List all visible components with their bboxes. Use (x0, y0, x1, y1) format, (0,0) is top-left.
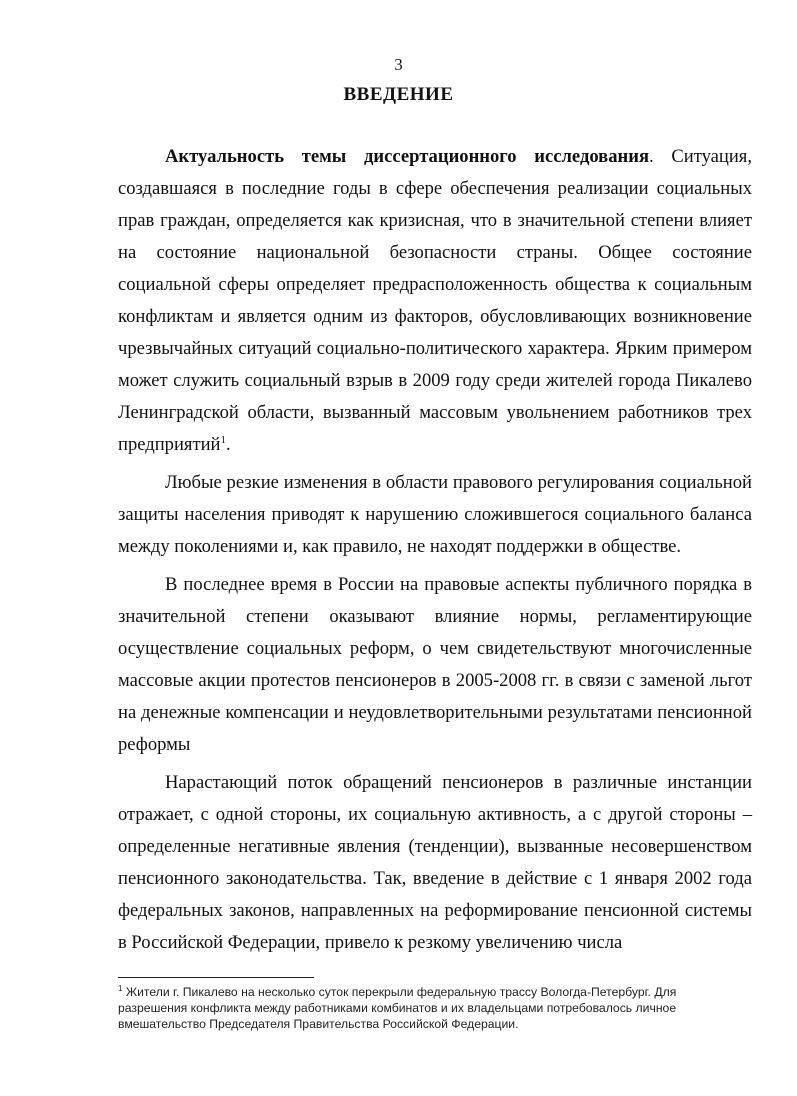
footnote-reference: 1 (220, 433, 226, 446)
relevance-heading: Актуальность темы диссертационного исследования (165, 146, 650, 167)
paragraph-4: Нарастающий поток обращений пенсионеров в различные инстанции отражает, с одной стороны, их социальную активность, а с другой стороны – определенные негативные явления (тенденции), вызванные несовершенством пенсионного законодательства. Так, введение в действие с 1 января 2002 года федеральных законов, направленных на реформирование пенсионной системы в Российской Федерации, привело к резкому увеличению числа (118, 772, 752, 953)
main-text (118, 141, 752, 959)
paragraph-relevance (118, 141, 752, 461)
page-number: 3 (394, 55, 403, 74)
footnote-mark: 1 (118, 983, 123, 993)
paragraph-2: Любые резкие изменения в области правового регулирования социальной защиты населения приводят к нарушению сложившегося социального баланса между поколениями и, как правило, не находят поддержки в обществе. (118, 472, 752, 557)
paragraph-end: . (226, 434, 231, 455)
footnote-divider (118, 977, 314, 978)
paragraph-text: . Ситуация, создавшаяся в последние годы в сфере обеспечения реализации социальных прав граждан, определяется как кризисная, что в значительной степени влияет на состояние национальной безопасности страны. Общее состояние социальной сферы определяет предрасположенность общества к социальным конфликтам и является одним из факторов, обусловливающих возникновение чрезвычайных ситуаций социально-политического характера. Ярким примером может служить социальный взрыв в 2009 году среди жителей города Пикалево Ленинградской области, вызванный массовым увольнением работников трех предприятий (118, 146, 753, 455)
footnote (118, 984, 718, 1032)
paragraph-3: В последнее время в России на правовые аспекты публичного порядка в значительной степени оказывают влияние нормы, регламентирующие осуществление социальных реформ, о чем свидетельствуют многочисленные массовые акции протестов пенсионеров в 2005-2008 гг. в связи с заменой льгот на денежные компенсации и неудовлетворительными результатами пенсионной реформы (118, 574, 752, 755)
page-title: ВВЕДЕНИЕ (343, 84, 454, 105)
footnote-text: Жители г. Пикалево на несколько суток перекрыли федеральную трассу Вологда-Петербург. Для разрешения конфликта между работниками комбинатов и их владельцами потребовалось личное вмешательство Председателя Правительства Российской Федерации. (118, 985, 677, 1031)
